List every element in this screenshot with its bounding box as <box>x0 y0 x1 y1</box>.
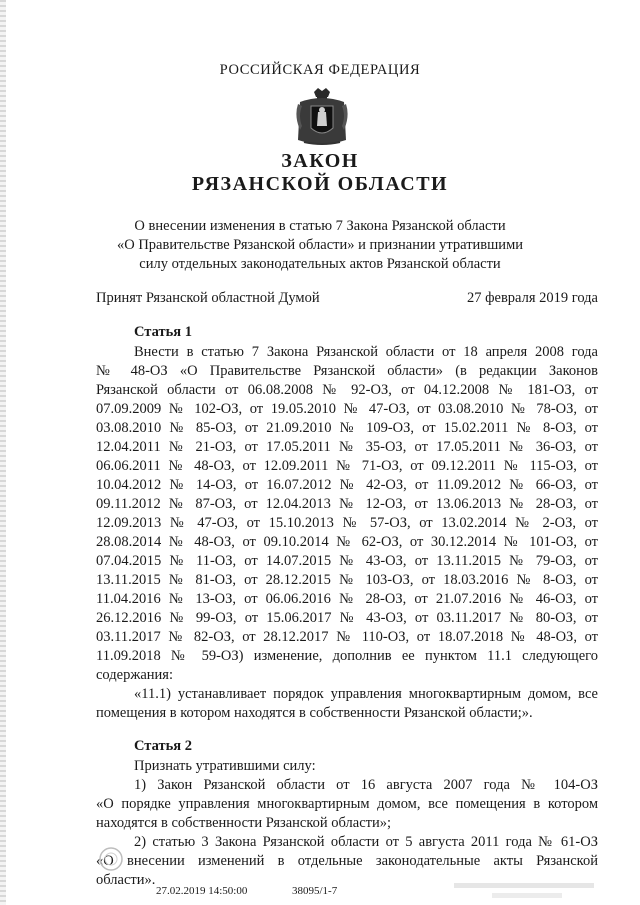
article-1-line: 06.06.2011 № 48-ОЗ, от 12.09.2011 № 71-ОЗ, от 09.12.2011 № 115-ОЗ, от <box>96 458 598 474</box>
federation-title: РОССИЙСКАЯ ФЕДЕРАЦИЯ <box>219 62 421 78</box>
article-2-line: «О порядке управления многоквартирным домом, все помещения в котором <box>96 796 598 812</box>
article-1-line: 26.12.2016 № 99-ОЗ, от 15.06.2017 № 43-ОЗ, от 03.11.2017 № 80-ОЗ, от <box>96 610 598 626</box>
article-1-line: 03.08.2010 № 85-ОЗ, от 21.09.2010 № 109-ОЗ, от 15.02.2011 № 8-ОЗ, от <box>96 420 598 436</box>
article-1-line: № 48-ОЗ «О Правительстве Рязанской области» (в редакции Законов <box>96 363 598 379</box>
footer-doc-number: 38095/1-7 <box>292 885 338 897</box>
coat-of-arms-icon <box>294 86 350 148</box>
adopted-by: Принят Рязанской областной Думой <box>96 290 320 306</box>
article-1-line: 03.11.2017 № 82-ОЗ, от 28.12.2017 № 110-ОЗ, от 18.07.2018 № 48-ОЗ, от <box>96 629 598 645</box>
article-1-line: 11.09.2018 № 59-ОЗ) изменение, дополнив ее пунктом 11.1 следующего <box>96 648 598 664</box>
article-2-line: находятся в собственности Рязанской области»; <box>96 815 392 831</box>
article-1-quote: «11.1) устанавливает порядок управления многоквартирным домом, все <box>134 686 598 702</box>
adopted-date: 27 февраля 2019 года <box>466 290 598 306</box>
article-1-line: 12.09.2013 № 47-ОЗ, от 15.10.2013 № 57-ОЗ, от 13.02.2014 № 2-ОЗ, от <box>96 515 598 531</box>
article-2-heading: Статья 2 <box>134 738 192 754</box>
subtitle-line: О внесении изменения в статью 7 Закона Рязанской области <box>134 218 506 234</box>
article-1-line: Рязанской области от 06.08.2008 № 92-ОЗ, от 04.12.2008 № 181-ОЗ, от <box>96 382 598 398</box>
article-1-line: 28.08.2014 № 48-ОЗ, от 09.10.2014 № 62-ОЗ, от 30.12.2014 № 101-ОЗ, от <box>96 534 598 550</box>
article-1-quote: помещения в котором находятся в собственности Рязанской области;». <box>96 705 533 721</box>
article-1-line: 12.04.2011 № 21-ОЗ, от 17.05.2011 № 35-ОЗ, от 17.05.2011 № 36-ОЗ, от <box>96 439 598 455</box>
article-2-line: 2) статью 3 Закона Рязанской области от 5 августа 2011 года № 61-ОЗ <box>134 834 598 850</box>
law-title: ЗАКОН <box>281 150 359 172</box>
article-2-line: 1) Закон Рязанской области от 16 августа 2007 года № 104-ОЗ <box>134 777 598 793</box>
registration-stamp-icon <box>98 846 124 872</box>
article-2-line: «О внесении изменений в отдельные законодательные акты Рязанской <box>96 853 598 869</box>
article-1-line: 07.04.2015 № 11-ОЗ, от 14.07.2015 № 43-ОЗ, от 13.11.2015 № 79-ОЗ, от <box>96 553 598 569</box>
article-1-line: 09.11.2012 № 87-ОЗ, от 12.04.2013 № 12-ОЗ, от 13.06.2013 № 28-ОЗ, от <box>96 496 598 512</box>
subtitle-line: «О Правительстве Рязанской области» и признании утратившими <box>116 237 523 253</box>
article-1-line: 07.09.2009 № 102-ОЗ, от 19.05.2010 № 47-ОЗ, от 03.08.2010 № 78-ОЗ, от <box>96 401 598 417</box>
article-1-line: 10.04.2012 № 14-ОЗ, от 16.07.2012 № 42-ОЗ, от 11.09.2012 № 66-ОЗ, от <box>96 477 598 493</box>
article-1-line: Внести в статью 7 Закона Рязанской области от 18 апреля 2008 года <box>134 344 598 360</box>
scan-edge <box>0 0 6 905</box>
article-1-line: содержания: <box>96 667 174 683</box>
article-1-heading: Статья 1 <box>134 324 192 340</box>
faint-stamp-marks <box>452 880 600 902</box>
article-1-line: 11.04.2016 № 13-ОЗ, от 06.06.2016 № 28-ОЗ, от 21.07.2016 № 46-ОЗ, от <box>96 591 598 607</box>
article-1-line: 13.11.2015 № 81-ОЗ, от 28.12.2015 № 103-ОЗ, от 18.03.2016 № 8-ОЗ, от <box>96 572 598 588</box>
article-2-line: Признать утратившими силу: <box>134 758 316 774</box>
footer-timestamp: 27.02.2019 14:50:00 <box>156 885 248 897</box>
law-region-title: РЯЗАНСКОЙ ОБЛАСТИ <box>191 173 449 195</box>
subtitle-line: силу отдельных законодательных актов Рязанской области <box>139 256 501 272</box>
article-2-line: области». <box>96 872 156 888</box>
